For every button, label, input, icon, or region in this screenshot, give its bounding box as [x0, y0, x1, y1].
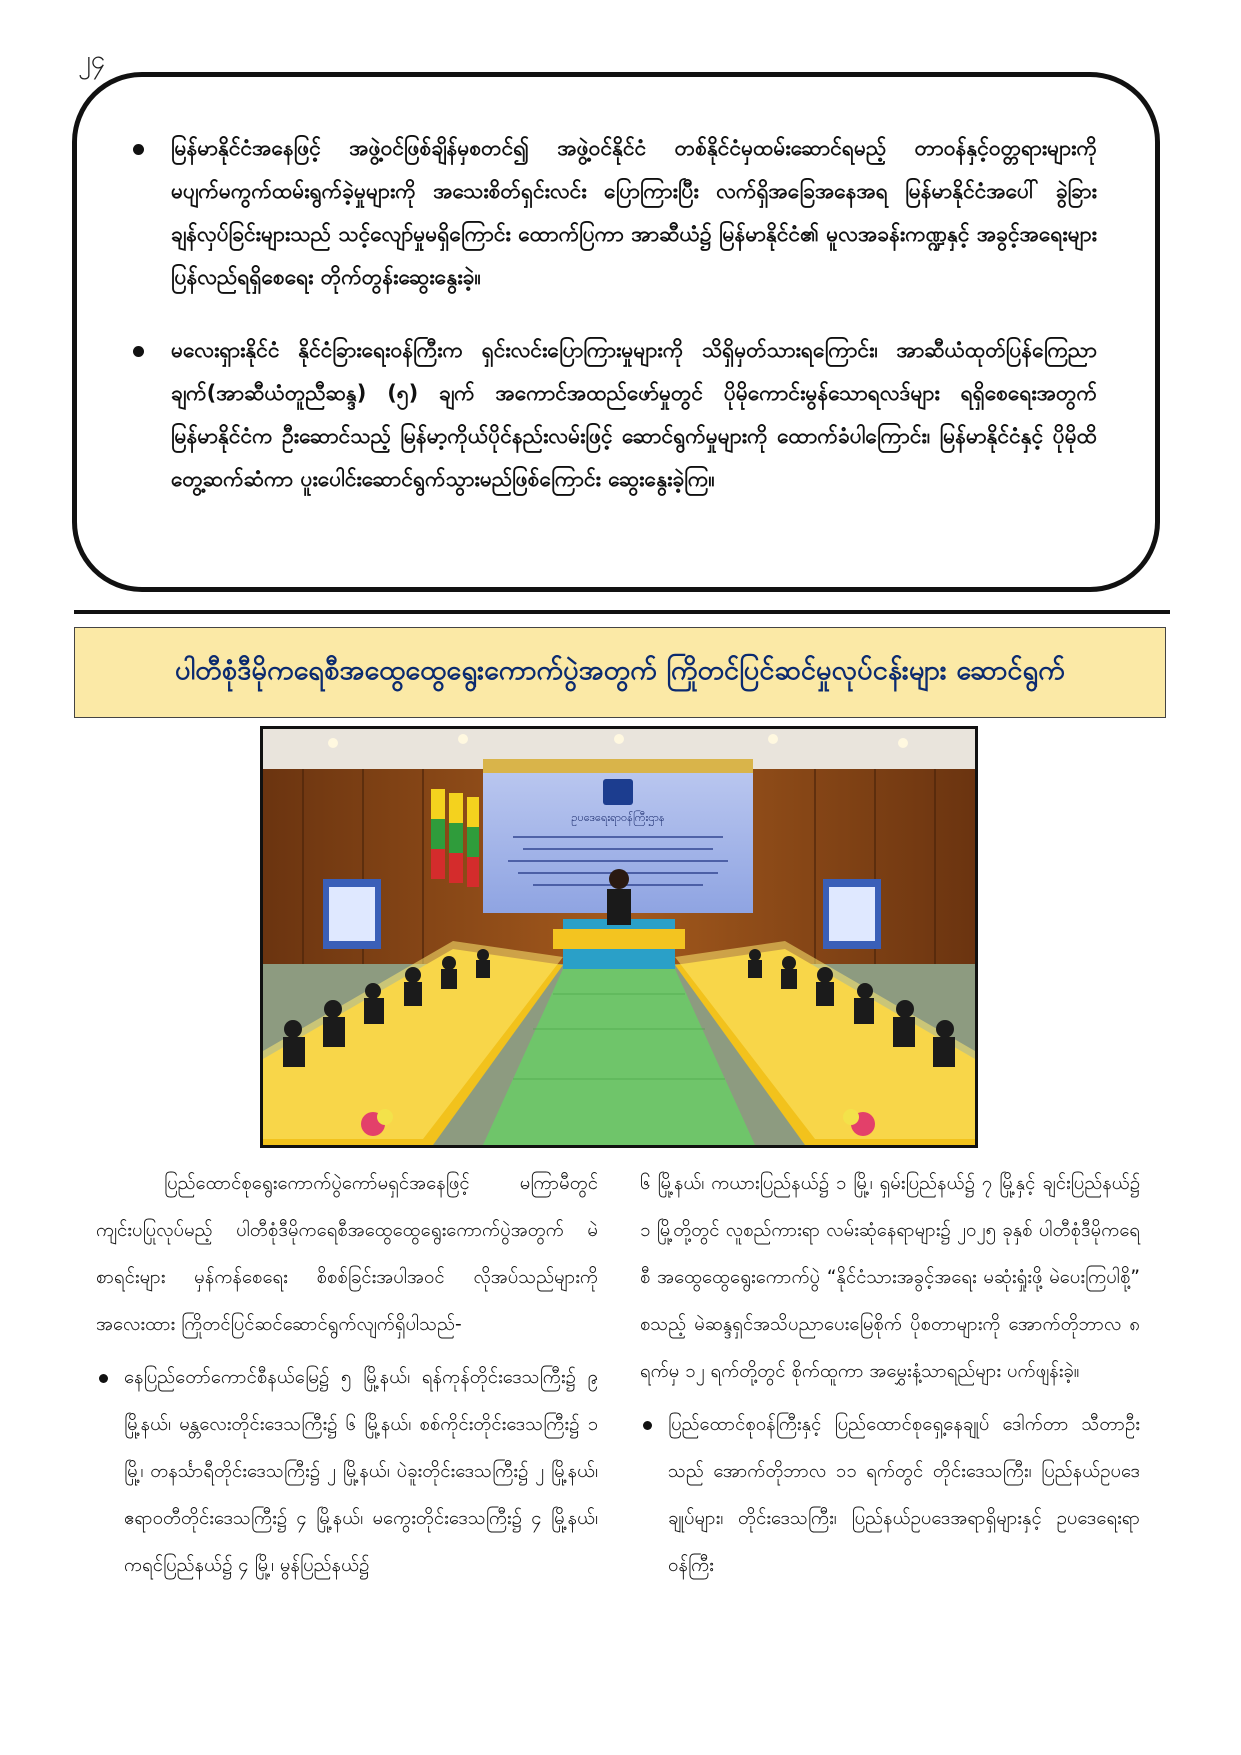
screen-title: ဥပဒေရေးရာဝန်ကြီးဌာန	[571, 811, 665, 824]
section-divider	[74, 610, 1170, 614]
article-bullet: နေပြည်တော်ကောင်စီနယ်မြေ၌ ၅ မြို့နယ်၊ ရန်ကုန်တိုင်းဒေသကြီး၌ ၉ မြို့နယ်၊ မန္တလေးတိုင်းဒေသကြီး၌ ၆ မြို့နယ်၊ စစ်ကိုင်းတိုင်းဒေသကြီး၌ ၁ မြို့၊ တနင်္သာရီတိုင်းဒေသကြီး၌ ၂ မြို့နယ်၊ ပဲခူးတိုင်းဒေသကြီး၌ ၂ မြို့နယ်၊ ဧရာဝတီတိုင်းဒေသကြီး၌ ၄ မြို့နယ်၊ မကွေးတိုင်းဒေသကြီး၌ ၄ မြို့နယ်၊ ကရင်ပြည်နယ်၌ ၄ မြို့၊ မွန်ပြည်နယ်၌	[96, 1354, 598, 1589]
meeting-photo	[260, 726, 978, 1148]
meeting-photo-illustration	[263, 729, 975, 1145]
article-bullet-continued: ၆ မြို့နယ်၊ ကယားပြည်နယ်၌ ၁ မြို့၊ ရှမ်းပြည်နယ်၌ ၇ မြို့နှင့် ချင်းပြည်နယ်၌ ၁ မြို့တို့တွင် လူစည်ကားရာ လမ်းဆုံနေရာများ၌ ၂၀၂၅ ခုနှစ် ပါတီစုံဒီမိုကရေစီ အထွေထွေရွေးကောက်ပွဲ “နိုင်ငံသားအခွင့်အရေး မဆုံးရှုံးဖို့ မဲပေးကြပါစို့” စသည့် မဲဆန္ဒရှင်အသိပညာပေးမြေစိုက် ပိုစတာများကို အောက်တိုဘာလ ၈ ရက်မှ ၁၂ ရက်တို့တွင် စိုက်ထူကာ အမွှေးနံ့သာရည်များ ပက်ဖျန်းခဲ့။	[640, 1173, 1140, 1382]
summary-bullet-list	[129, 127, 1097, 501]
summary-box	[72, 72, 1160, 592]
page-number: ၂၄	[78, 45, 106, 75]
article-bullet: ပြည်ထောင်စုဝန်ကြီးနှင့် ပြည်ထောင်စုရှေ့နေချုပ် ဒေါက်တာ သီတာဦးသည် အောက်တိုဘာလ ၁၁ ရက်တွင် တိုင်းဒေသကြီး၊ ပြည်နယ်ဥပဒေချုပ်များ၊ တိုင်းဒေသကြီး၊ ပြည်နယ်ဥပဒေအရာရှိများနှင့် ဥပဒေရေးရာဝန်ကြီး	[640, 1401, 1140, 1589]
summary-bullet: မလေးရှားနိုင်ငံ နိုင်ငံခြားရေးဝန်ကြီးက ရှင်းလင်းပြောကြားမှုများကို သိရှိမှတ်သားရကြောင်း၊ အာဆီယံထုတ်ပြန်ကြေညာချက်(အာဆီယံတူညီဆန္ဒ) (၅) ချက် အကောင်အထည်ဖော်မှုတွင် ပိုမိုကောင်းမွန်သောရလဒ်များ ရရှိစေရေးအတွက် မြန်မာနိုင်ငံက ဦးဆောင်သည့် မြန်မာ့ကိုယ်ပိုင်နည်းလမ်းဖြင့် ဆောင်ရွက်မှုများကို ထောက်ခံပါကြောင်း၊ မြန်မာနိုင်ငံနှင့် ပိုမိုထိတွေ့ဆက်ဆံကာ ပူးပေါင်းဆောင်ရွက်သွားမည်ဖြစ်ကြောင်း ဆွေးနွေးခဲ့ကြ။	[129, 329, 1097, 501]
article-intro: ပြည်ထောင်စုရွေးကောက်ပွဲကော်မရှင်အနေဖြင့် မကြာမီတွင် ကျင်းပပြုလုပ်မည့် ပါတီစုံဒီမိုကရေစီအထွေထွေရွေးကောက်ပွဲအတွက် မဲစာရင်းများ မှန်ကန်စေရေး စိစစ်ခြင်းအပါအဝင် လိုအပ်သည်များကို အလေးထား ကြိုတင်ပြင်ဆင်ဆောင်ရွက်လျက်ရှိပါသည်-	[96, 1173, 598, 1335]
summary-bullet: မြန်မာနိုင်ငံအနေဖြင့် အဖွဲ့ဝင်ဖြစ်ချိန်မှစတင်၍ အဖွဲ့ဝင်နိုင်ငံ တစ်နိုင်ငံမှထမ်းဆောင်ရမည့် တာဝန်နှင့်ဝတ္တရားများကို မပျက်မကွက်ထမ်းရွက်ခဲ့မှုများကို အသေးစိတ်ရှင်းလင်း ပြောကြားပြီး လက်ရှိအခြေအနေအရ မြန်မာနိုင်ငံအပေါ် ခွဲခြားချန်လှပ်ခြင်းများသည် သင့်လျော်မှုမရှိကြောင်း ထောက်ပြကာ အာဆီယံ၌ မြန်မာနိုင်ငံ၏ မူလအခန်းကဏ္ဍနှင့် အခွင့်အရေးများ ပြန်လည်ရရှိစေရေး တိုက်တွန်းဆွေးနွေးခဲ့။	[129, 127, 1097, 299]
article-headline: ပါတီစုံဒီမိုကရေစီအထွေထွေရွေးကောက်ပွဲအတွက် ကြိုတင်ပြင်ဆင်မှုလုပ်ငန်းများ ဆောင်ရွက်	[74, 627, 1166, 718]
article-bullets-left	[96, 1354, 598, 1589]
article-bullets-right	[640, 1401, 1140, 1589]
article-column-left	[96, 1160, 598, 1589]
article-column-right	[640, 1160, 1140, 1589]
